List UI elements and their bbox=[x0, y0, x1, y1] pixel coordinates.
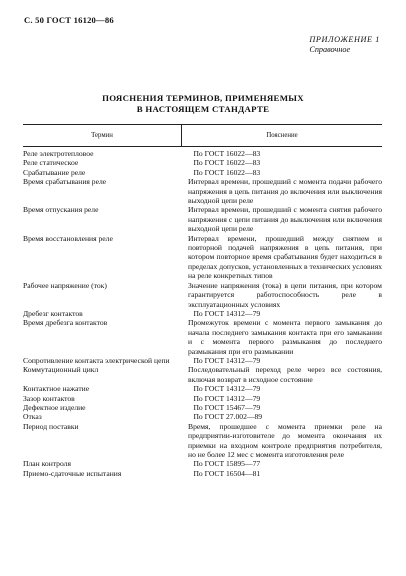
table-header bbox=[23, 125, 382, 146]
table-row bbox=[23, 149, 382, 158]
term-cell: Приемо-сдаточные испытания bbox=[23, 468, 122, 478]
explanation-cell: По ГОСТ 16022—83 bbox=[193, 158, 261, 168]
table-row bbox=[23, 365, 382, 384]
annex-type: Справочное bbox=[309, 45, 351, 54]
annex-label bbox=[309, 35, 380, 55]
explanation-cell: Интервал времени, прошедший между снятием и повторной подачей напряжения в цепь питания, при котором повторное время срабатывания будет находиться в пределах допусков, установленных в технических условиях на реле конкретных типов bbox=[188, 233, 382, 281]
table-row bbox=[23, 318, 382, 356]
page-header: С. 50 ГОСТ 16120—86 bbox=[24, 15, 114, 25]
table-row bbox=[23, 412, 382, 421]
table-body bbox=[23, 149, 382, 478]
column-header-explanation: Пояснение bbox=[266, 132, 298, 139]
term-cell: Период поставки bbox=[23, 421, 79, 431]
term-cell: Рабочее напряжение (ток) bbox=[23, 280, 107, 290]
term-cell: Реле статическое bbox=[23, 158, 79, 168]
explanation-cell: Последовательный переход реле через все состояния, включая возврат в исходное состояние bbox=[188, 365, 382, 384]
explanation-cell: По ГОСТ 16504—81 bbox=[193, 468, 261, 478]
table-row bbox=[23, 469, 382, 478]
term-cell: Дребезг контактов bbox=[23, 308, 83, 318]
explanation-cell: По ГОСТ 16022—83 bbox=[193, 167, 261, 177]
explanation-cell: По ГОСТ 15467—79 bbox=[193, 402, 261, 412]
terms-table bbox=[23, 124, 382, 478]
explanation-cell: По ГОСТ 14312—79 bbox=[193, 355, 261, 365]
term-cell: Время дребезга контактов bbox=[23, 318, 108, 328]
title-line-2: В НАСТОЯЩЕМ СТАНДАРТЕ bbox=[136, 103, 270, 114]
explanation-cell: По ГОСТ 15895—77 bbox=[193, 459, 261, 469]
table-row bbox=[23, 356, 382, 365]
explanation-cell: Промежуток времени с момента первого замыкания до начала последнего замыкания контакта при его замыкании и с момента первого размыкания до последнего размыкания при его размыкании bbox=[188, 318, 382, 356]
title-line-1: ПОЯСНЕНИЯ ТЕРМИНОВ, ПРИМЕНЯЕМЫХ bbox=[102, 93, 304, 103]
table-row bbox=[23, 234, 382, 281]
table-row bbox=[23, 177, 382, 205]
term-cell: Время срабатывания реле bbox=[23, 177, 107, 187]
table-row bbox=[23, 168, 382, 177]
annex-number: ПРИЛОЖЕНИЕ 1 bbox=[309, 35, 380, 44]
table-row bbox=[23, 205, 382, 233]
term-cell: Контактное нажатие bbox=[23, 384, 90, 394]
term-cell: Дефектное изделие bbox=[23, 402, 86, 412]
table-row bbox=[23, 459, 382, 468]
table-row bbox=[23, 309, 382, 318]
term-cell: Зазор контактов bbox=[23, 393, 75, 403]
term-cell: Отказ bbox=[23, 412, 42, 422]
explanation-cell: Значение напряжения (тока) в цепи питания, при котором гарантируется работоспособность реле в эксплуатационных условиях bbox=[188, 280, 382, 309]
page-title bbox=[0, 93, 406, 114]
term-cell: Реле электротепловое bbox=[23, 149, 94, 158]
table-row bbox=[23, 403, 382, 412]
term-cell: Сопротивление контакта электрической цепи bbox=[23, 355, 170, 365]
table-row bbox=[23, 281, 382, 309]
table-row bbox=[23, 394, 382, 403]
table-header-rule bbox=[23, 146, 382, 147]
table-row bbox=[23, 422, 382, 460]
column-header-term: Термин bbox=[23, 125, 182, 146]
explanation-cell: Интервал времени, прошедший с момента снятия рабочего напряжения с цепи питания до выключения или включения выходной цепи реле bbox=[188, 205, 382, 234]
table-row bbox=[23, 384, 382, 393]
explanation-cell: Интервал времени, прошедший с момента подачи рабочего напряжения в цепь питания до включения или выключения выходной цепи реле bbox=[188, 177, 382, 206]
term-cell: Коммутационный цикл bbox=[23, 365, 99, 375]
term-cell: План контроля bbox=[23, 459, 71, 469]
explanation-cell: По ГОСТ 27.002—89 bbox=[193, 412, 263, 422]
explanation-cell: По ГОСТ 14312—79 bbox=[193, 393, 261, 403]
explanation-cell: По ГОСТ 14312—79 bbox=[193, 384, 261, 394]
term-cell: Время отпускания реле bbox=[23, 205, 99, 215]
term-cell: Время восстановления реле bbox=[23, 233, 113, 243]
explanation-cell: По ГОСТ 14312—79 bbox=[193, 308, 261, 318]
term-cell: Срабатывание реле bbox=[23, 167, 86, 177]
explanation-cell: По ГОСТ 16022—83 bbox=[193, 149, 261, 158]
table-row bbox=[23, 158, 382, 167]
explanation-cell: Время, прошедшее с момента приемки реле на предприятии-изготовителе до момента окончания их приемки на входном контроле предприятия потребителя, но не более 12 мес с момента изготовления реле bbox=[188, 421, 382, 459]
